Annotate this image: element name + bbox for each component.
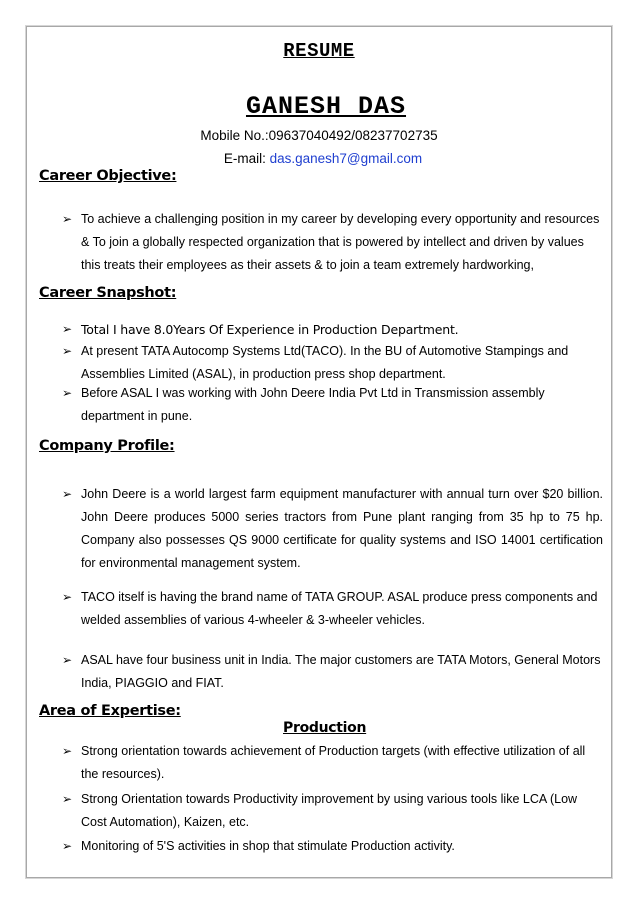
career-snapshot-heading: Career Snapshot:: [39, 285, 177, 301]
list-item-text: At present TATA Autocomp Systems Ltd(TACO). In the BU of Automotive Stampings and Assemblies Limited (ASAL), in production press shop department.: [81, 344, 569, 381]
mobile-number: Mobile No.:09637040492/08237702735: [200, 128, 438, 143]
list-item-text: Strong Orientation towards Productivity improvement by using various tools like LCA (Low Cost Automation), Kaizen, etc.: [81, 792, 578, 829]
career-objective-heading: Career Objective:: [39, 168, 177, 184]
list-item: [62, 382, 603, 428]
list-item-text: ASAL have four business unit in India. The major customers are TATA Motors, General Motors India, PIAGGIO and FIAT.: [81, 653, 601, 690]
arrow-bullet-icon: ➢: [62, 487, 73, 501]
list-item: [62, 318, 603, 341]
arrow-bullet-icon: ➢: [62, 744, 73, 758]
list-item: [62, 208, 603, 277]
list-item: [62, 340, 603, 386]
resume-title: RESUME: [283, 40, 355, 62]
arrow-bullet-icon: ➢: [62, 590, 73, 604]
area-of-expertise-heading: Area of Expertise:: [39, 703, 181, 719]
company-profile-heading: Company Profile:: [39, 438, 175, 454]
list-item-text: Before ASAL I was working with John Deere India Pvt Ltd in Transmission assembly department in pune.: [81, 386, 545, 423]
list-item-text: To achieve a challenging position in my career by developing every opportunity and resources & To join a globally respected organization that is powered by intellect and driven by values this treats their employees as their assets & to join a team extremely hardworking,: [81, 212, 600, 272]
list-item: [62, 586, 603, 632]
list-item: [62, 483, 603, 575]
list-item-text: John Deere is a world largest farm equipment manufacturer with annual turn over $20 billion. John Deere produces 5000 series tractors from Pune plant ranging from 35 hp to 75 hp. Company also possesses QS 9000 certificate for quality systems and ISO 14001 certification for environmental management system.: [81, 487, 603, 570]
list-item-text: Monitoring of 5'S activities in shop that stimulate Production activity.: [81, 839, 455, 853]
email-line: [0, 151, 638, 166]
email-link[interactable]: das.ganesh7@gmail.com: [269, 151, 423, 166]
list-item: [62, 740, 603, 786]
list-item-text: Strong orientation towards achievement of Production targets (with effective utilization of all the resources).: [81, 744, 586, 781]
list-item-text: TACO itself is having the brand name of TATA GROUP. ASAL produce press components and welded assemblies of various 4-wheeler & 3-wheeler vehicles.: [81, 590, 598, 627]
arrow-bullet-icon: ➢: [62, 839, 73, 853]
arrow-bullet-icon: ➢: [62, 653, 73, 667]
email-label: E-mail:: [223, 151, 270, 166]
arrow-bullet-icon: ➢: [62, 386, 73, 400]
arrow-bullet-icon: ➢: [62, 322, 73, 336]
arrow-bullet-icon: ➢: [62, 792, 73, 806]
list-item-text: Total I have 8.0Years Of Experience in Production Department.: [81, 322, 459, 337]
candidate-name: GANESH DAS: [245, 92, 407, 121]
list-item: [62, 649, 603, 695]
arrow-bullet-icon: ➢: [62, 344, 73, 358]
list-item: [62, 788, 603, 834]
production-subheading: Production: [283, 720, 367, 736]
arrow-bullet-icon: ➢: [62, 212, 73, 226]
list-item: [62, 835, 603, 858]
